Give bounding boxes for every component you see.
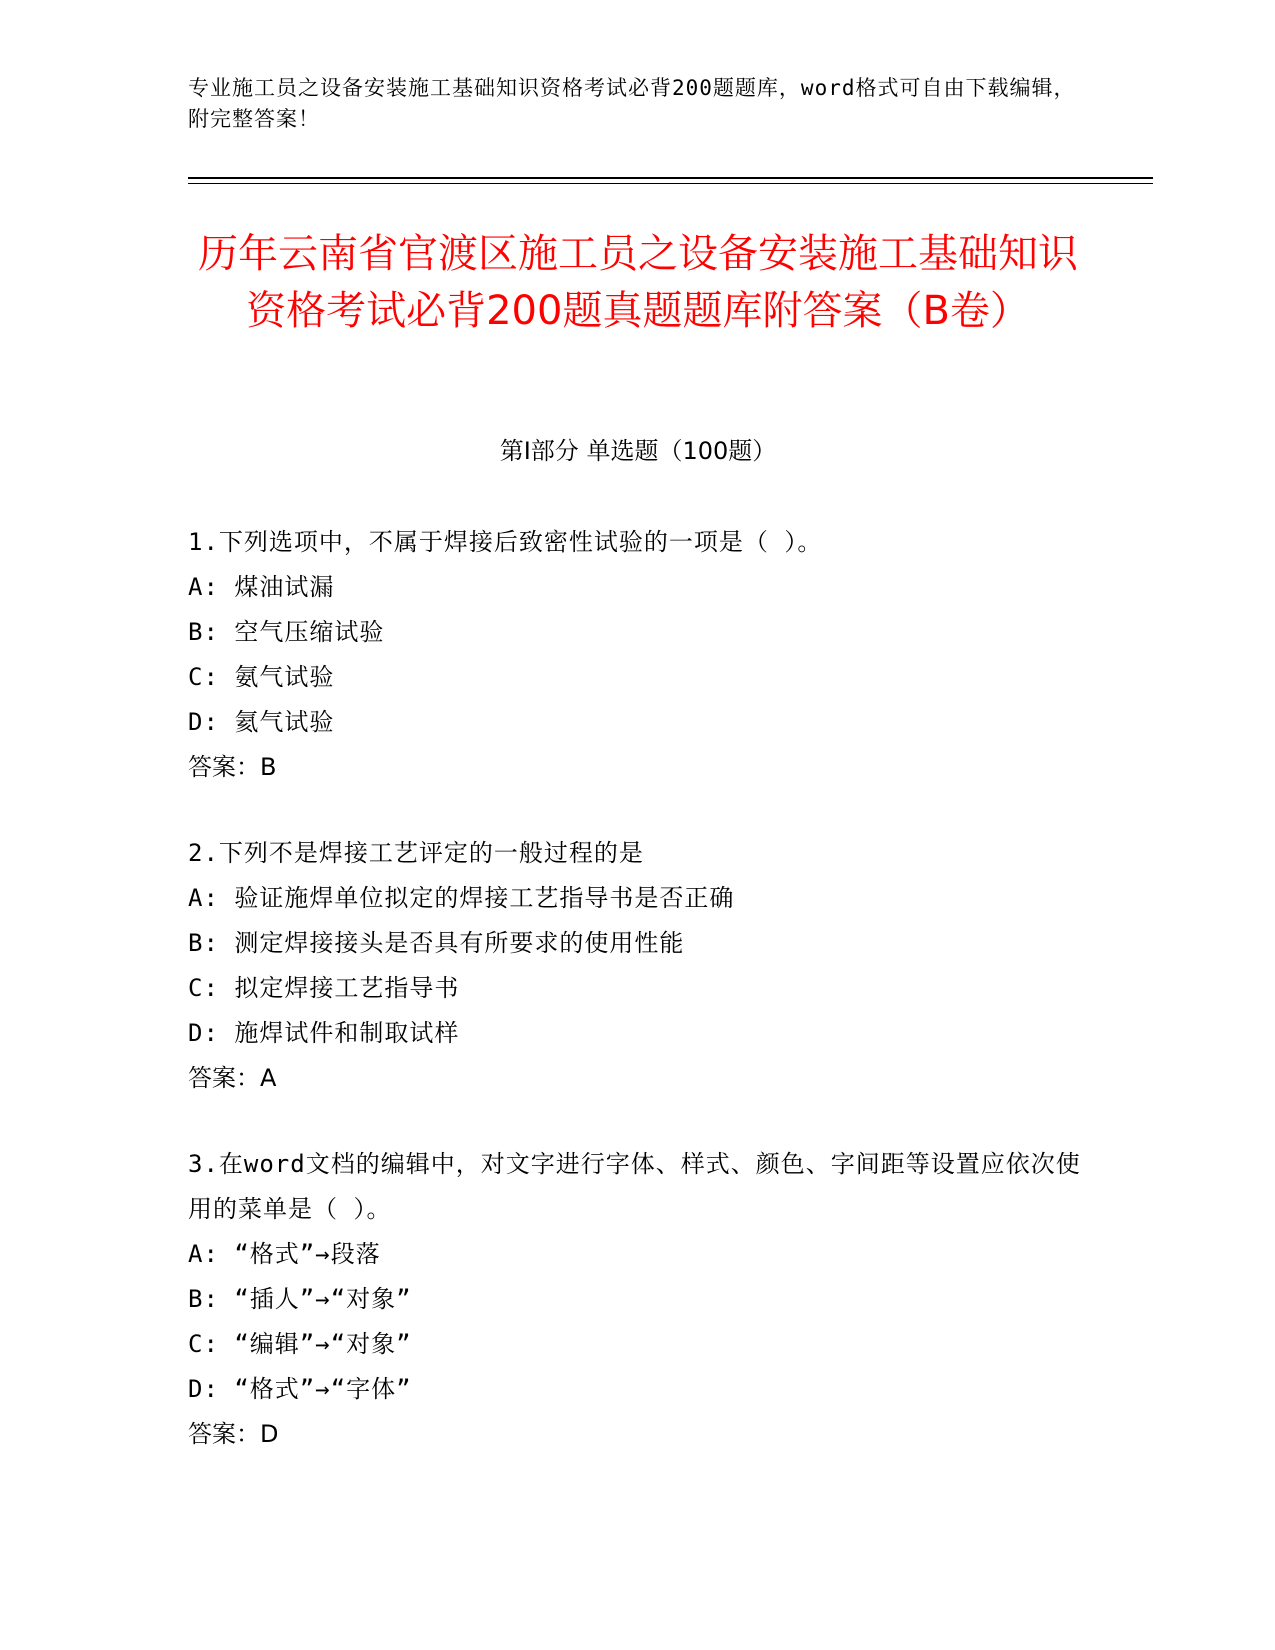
question-1	[188, 520, 1088, 790]
question-3	[188, 1142, 1088, 1457]
header-divider-thin	[188, 183, 1153, 184]
question-2	[188, 831, 1088, 1101]
option-b: B: 空气压缩试验	[188, 618, 385, 646]
header-note: 专业施工员之设备安装施工基础知识资格考试必背200题题库，word格式可自由下载编辑，附完整答案！	[188, 76, 1076, 131]
question-list	[188, 520, 1088, 1498]
option-c: C: 氨气试验	[188, 663, 335, 691]
option-b: B: “插人”→“对象”	[188, 1285, 412, 1313]
answer: 答案：D	[188, 1420, 279, 1448]
answer: 答案：B	[188, 753, 277, 781]
answer: 答案：A	[188, 1064, 277, 1092]
option-c: C: 拟定焊接工艺指导书	[188, 974, 460, 1002]
question-stem: 1.下列选项中，不属于焊接后致密性试验的一项是（ ）。	[188, 528, 823, 556]
section-title: 第Ⅰ部分 单选题（100题）	[499, 437, 777, 465]
option-a: A: “格式”→段落	[188, 1240, 381, 1268]
document-title: 历年云南省官渡区施工员之设备安装施工基础知识资格考试必背200题真题题库附答案（B卷）	[198, 231, 1078, 334]
option-a: A: 煤油试漏	[188, 573, 335, 601]
option-b: B: 测定焊接接头是否具有所要求的使用性能	[188, 929, 685, 957]
question-stem: 3.在word文档的编辑中，对文字进行字体、样式、颜色、字间距等设置应依次使用的菜单是（ ）。	[188, 1150, 1081, 1223]
option-c: C: “编辑”→“对象”	[188, 1330, 412, 1358]
option-d: D: “格式”→“字体”	[188, 1375, 412, 1403]
header-divider-thick	[188, 177, 1153, 179]
option-d: D: 氦气试验	[188, 708, 335, 736]
option-a: A: 验证施焊单位拟定的焊接工艺指导书是否正确	[188, 884, 735, 912]
question-stem: 2.下列不是焊接工艺评定的一般过程的是	[188, 839, 644, 867]
option-d: D: 施焊试件和制取试样	[188, 1019, 460, 1047]
